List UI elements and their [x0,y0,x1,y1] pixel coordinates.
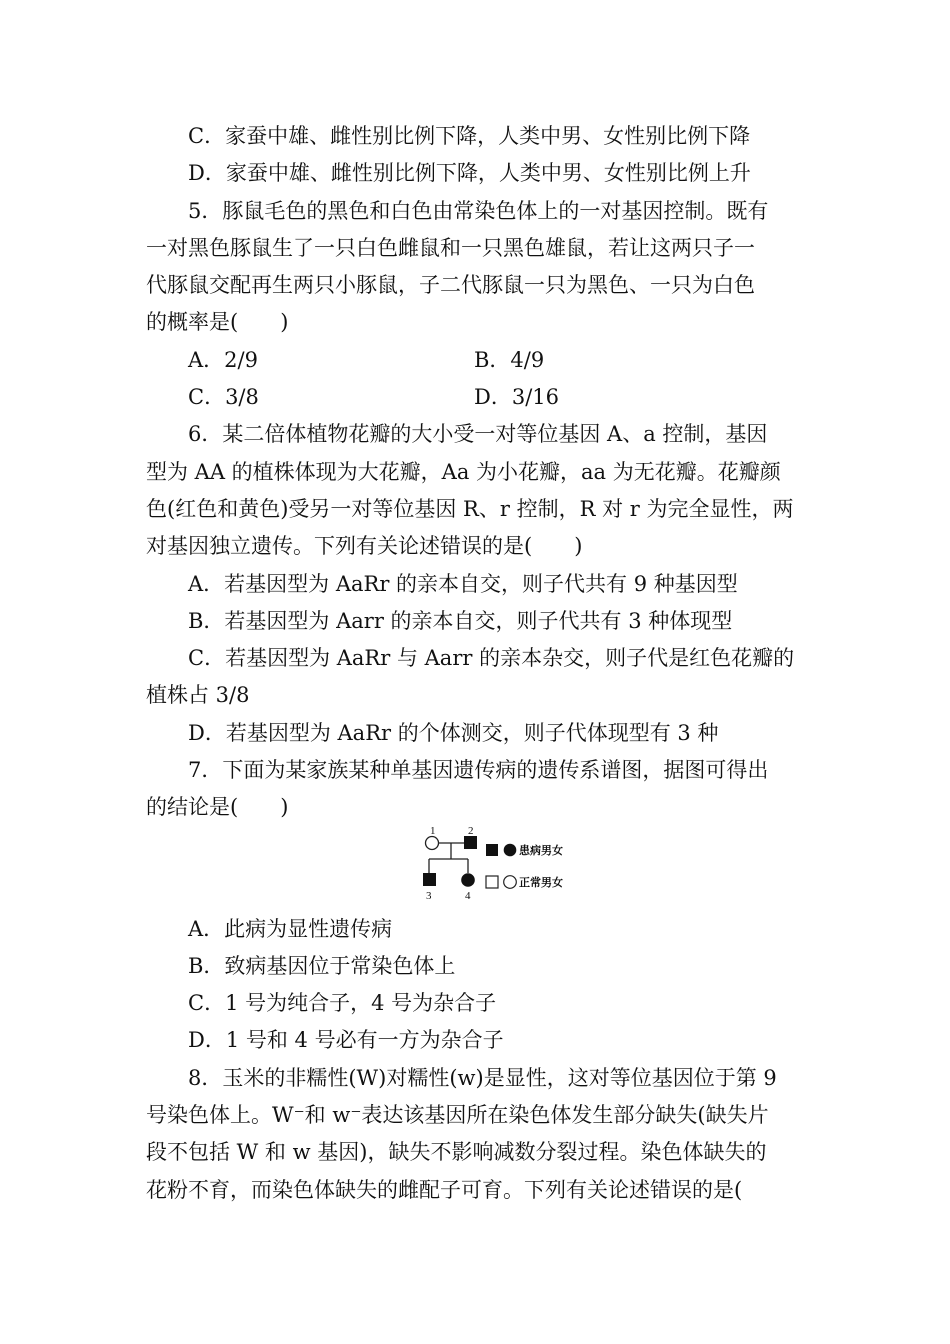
q5-option-b: B．4/9 [474,348,545,372]
q6-option-a: A．若基因型为 AaRr 的亲本自交，则子代共有 9 种基因型 [188,572,738,596]
q7-stem-line-2: 的结论是( ) [146,795,289,819]
legend-normal-label: 正常男女 [519,876,563,889]
q5-stem-line-4: 的概率是( ) [146,310,289,334]
legend-normal-male [486,876,498,888]
q6-stem-line-2: 型为 AA 的植株体现为大花瓣，Aa 为小花瓣，aa 为无花瓣。花瓣颜 [146,460,781,484]
q6-option-d: D．若基因型为 AaRr 的个体测交，则子代体现型有 3 种 [188,721,719,745]
individual-4-affected-female [461,873,475,887]
q5-stem-line-3: 代豚鼠交配再生两只小豚鼠，子二代豚鼠一只为黑色、一只为白色 [146,273,755,297]
q7-option-d: D．1 号和 4 号必有一方为杂合子 [188,1028,504,1052]
legend-affected-label: 患病男女 [519,844,563,857]
pedigree-label-4: 4 [465,890,471,902]
q8-stem-line-1: 8．玉米的非糯性(W)对糯性(w)是显性，这对等位基因位于第 9 [188,1066,777,1090]
individual-3-affected-male [423,873,436,886]
q4-option-d: D．家蚕中雄、雌性别比例下降，人类中男、女性别比例上升 [188,161,751,185]
pedigree-figure [420,822,590,904]
q7-option-c: C．1 号为纯合子，4 号为杂合子 [188,991,497,1015]
q7-option-a: A．此病为显性遗传病 [188,917,393,941]
q6-stem-line-1: 6．某二倍体植物花瓣的大小受一对等位基因 A、a 控制，基因 [188,422,768,446]
legend-normal-female [504,876,517,889]
q5-option-a: A．2/9 [188,348,258,372]
q6-stem-line-4: 对基因独立遗传。下列有关论述错误的是( ) [146,534,583,558]
q7-option-b: B．致病基因位于常染色体上 [188,954,456,978]
q5-option-d: D．3/16 [474,385,559,409]
q6-option-b: B．若基因型为 Aarr 的亲本自交，则子代共有 3 种体现型 [188,609,733,633]
legend-affected-male [486,844,498,856]
pedigree-label-3: 3 [426,890,432,902]
individual-1-normal-female [426,837,439,850]
q6-option-c-line-2: 植株占 3/8 [146,683,250,707]
q5-option-c: C．3/8 [188,385,259,409]
q5-stem-line-2: 一对黑色豚鼠生了一只白色雌鼠和一只黑色雄鼠，若让这两只子一 [146,236,755,260]
q7-stem-line-1: 7．下面为某家族某种单基因遗传病的遗传系谱图，据图可得出 [188,758,769,782]
q8-stem-line-4: 花粉不育，而染色体缺失的雌配子可育。下列有关论述错误的是( [146,1178,743,1202]
pedigree-label-1: 1 [430,825,436,837]
q8-stem-line-3: 段不包括 W 和 w 基因)，缺失不影响减数分裂过程。染色体缺失的 [146,1140,767,1164]
q4-option-c: C．家蚕中雄、雌性别比例下降，人类中男、女性别比例下降 [188,124,751,148]
pedigree-label-2: 2 [468,825,474,837]
pedigree-chart [420,822,590,904]
q6-stem-line-3: 色(红色和黄色)受另一对等位基因 R、r 控制，R 对 r 为完全显性，两 [146,497,794,521]
legend-affected-female [504,844,517,857]
q6-option-c-line-1: C．若基因型为 AaRr 与 Aarr 的亲本杂交，则子代是红色花瓣的 [188,646,795,670]
q5-stem-line-1: 5．豚鼠毛色的黑色和白色由常染色体上的一对基因控制。既有 [188,199,769,223]
individual-2-affected-male [464,836,477,849]
q8-stem-line-2: 号染色体上。W⁻和 w⁻表达该基因所在染色体发生部分缺失(缺失片 [146,1103,769,1127]
